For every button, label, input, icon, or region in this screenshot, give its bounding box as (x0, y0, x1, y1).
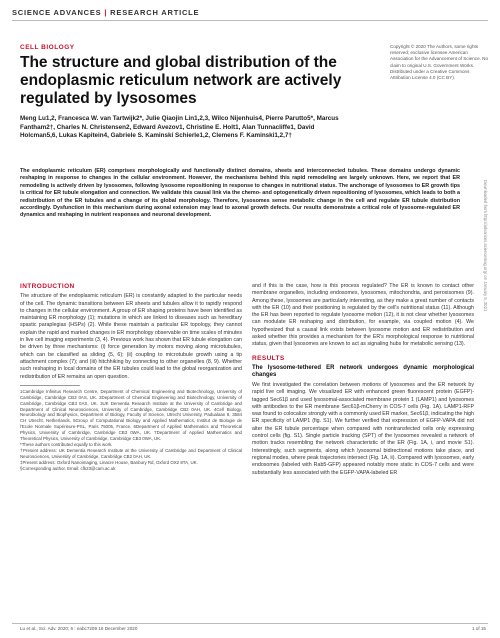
results-paragraph: We first investigated the correlation between motions of lysosomes and the ER network by rapid live cell imaging. We visualized ER with enhanced green fluorescent protein (EGFP)-tagged Sec61β and used lysosomal-associated membrane protein 1 (LAMP1) and lysosomes with antibodies to the ER membrane Sec61β-mCherry in COS-7 cells (Fig. 1A). LAMP1-RFP was found to colocalize strongly with a commonly used ER marker, Sec61β, indicating the high ER specificity of LAMP1 (fig. S1). We further verified that expression of EGFP-VAPA did not alter the ER tubule percentage when compared with nontransfected cells only expressing control cells (fig. S1). Single particle tracking (SPT) of the lysosomes revealed a network of motion tracks resembling the network characteristic of the ER (Fig. 1A, i, and movie S1). Interestingly, such segments, along which lysosomal bidirectional motions take place, and regional modes, where peak trajectories intersect (Fig. 1A, ii). Compared with lysosomes, early endosomes (labeled with Rab5-GFP) appeared notably more static in COS-7 cells and were substantially less associated with the EGFP-VAPA-labeled ER (252, 381, 474, 476)
article-type: RESEARCH ARTICLE (110, 8, 200, 17)
introduction-continued: and if this is the case, how is this process regulated? The ER is known to contact other membrane organelles, including endosomes, lysosomes, mitochondria, and peroxisomes (9). Among these, lysosomes are particularly interesting, as they make a great number of contacts with the ER (10) and their positioning is regulated by the cell's nutritional status (11). Although the ER has been reported to regulate lysosome motion (12), it is not clear whether lysosomes can modulate ER reshaping and distribution, for example, via coupled motion (4). We hypothesized that a causal link exists between lysosome motion and ER redistribution and asked whether this provides a mechanism for the ER's morphological response to nutritional status, given that lysosomes are known to act as signaling hubs for metabolic sensing (13). (252, 283, 474, 348)
copyright-notice: Copyright © 2020 The Authors, some rights reserved; exclusive licensee American Association for the Advancement of Science. No claim to original U.S. Government Works. Distributed under a Creative Commons Attribution License 4.0 (CC BY). (390, 44, 489, 81)
footnote-rule (20, 385, 80, 386)
left-column (20, 283, 242, 472)
download-watermark: Downloaded from http://advances.sciencemag.org/ on January 5, 2021 (483, 180, 488, 312)
footnote-equal-contribution: *These authors contributed equally to this work. (20, 442, 113, 448)
results-subheading: The lysosome-tethered ER network undergoes dynamic morphological changes (252, 364, 474, 379)
header-rule (12, 20, 488, 21)
introduction-heading: INTRODUCTION (20, 283, 75, 290)
introduction-paragraph: The structure of the endoplasmic reticulum (ER) is constantly adapted to the particular needs of the cell. The dynamic transitions between ER sheets and tubules allow it to rapidly respond to changes in the cellular environment. A group of ER shaping proteins have been identified as maintaining ER morphology (1); mutations in which are linked to diseases such as hereditary spastic paraplegias (HSPs) (2). While these maintain a particular ER topology, they cannot explain the rapid and marked changes in ER morphology observable on time scales of minutes in live cell imaging experiments (3, 4). Previous work has shown that ER tubule elongation can be driven by three mechanisms: (i) force generation by motors moving along microtubules, which can be classified as sliding (5, 6); (ii) coupling to microtubule growth using a tip attachment complex (7); and (iii) hitchhiking by connecting to other organelles (8, 9). Whether such reshaping in local domains of the ER tubules could lead to the global reorganization and redistribution of ER remains an open question. (20, 293, 243, 380)
article-title: The structure and global distribution of the endoplasmic reticulum network are actively regulated by lysosomes (20, 54, 342, 107)
article-category: CELL BIOLOGY (20, 44, 75, 51)
citation-footer: Lu et al., Sci. Adv. 2020; 6 : eabc7209 16 December 2020 (20, 626, 138, 631)
journal-name: SCIENCE ADVANCES (12, 8, 102, 17)
affiliations-footnotes (20, 389, 242, 472)
header-separator: | (104, 8, 108, 17)
page-number: 1 of 15 (471, 626, 486, 631)
right-column (252, 283, 474, 480)
abstract: The endoplasmic reticulum (ER) comprises morphologically and functionally distinct domains, sheets and interconnected tubules. These domains undergo dynamic reshaping in response to changes in the cellular environment. However, the mechanisms behind this rapid remodeling are largely unknown. Here, we report that ER remodeling is actively driven by lysosomes, following lysosome repositioning in response to changes in nutritional status. The anchorage of lysosomes to ER growth tips is critical for ER tubule elongation and connection. We validate this causal link via the chemo- and optogenetically driven repositioning of lysosomes, which leads to both a redistribution of the ER tubules and a change of its global morphology. Therefore, lysosomes sense metabolic change in the cell and regulate ER tubule distribution accordingly. Dysfunction in this mechanism during axonal extension may lead to axonal growth defects. Our results demonstrate a critical role of lysosome-regulated ER dynamics and reshaping in nutrient responses and neuronal development. (20, 168, 460, 219)
footnote-present-address: †Present address: UK Dementia Research Institute at the University of Cambridge and Department of Clinical Neurosciences, University of Cambridge, Cambridge CB2 0AH, UK. (20, 447, 242, 459)
author-list: Meng Lu1,2, Francesca W. van Tartwijk2*, Julie Qiaojin Lin1,2,3, Wilco Nijenhuis4, Pierre Parutto5*, Marcus Fantham2†, Charles N. Christensen2, Edward Avezov1, Christine E. Holt1, Alan Tunnacliffe1, David Holcman5,6, Lukas Kapitein4, Gabriele S. Kaminski Schierle1,2, Clemens F. Kaminski1,2,7† (20, 115, 339, 139)
footnote-corresponding-author: §Corresponding author. Email: cfk23@cam.ac.uk (20, 465, 116, 471)
results-heading: RESULTS (252, 354, 285, 362)
footer-rule (12, 623, 488, 624)
footnote-present-address: ‡Present address: Oxford Nanoimaging, Linacre House, Banbury Rd, Oxford OX2 8TA, UK. (20, 459, 198, 465)
journal-header (12, 8, 488, 17)
affiliations: 1Cambridge Infinitus Research Centre, Department of Chemical Engineering and Biotechnology, University of Cambridge, Cambridge CB3 0AS, UK. 2Department of Chemical Engineering and Biotechnology, University of Cambridge, Cambridge CB3 0AS, UK. 3UK Dementia Research Institute at the University of Cambridge and Department of Clinical Neurosciences, University of Cambridge, Cambridge CB2 0AH, UK. 4Cell Biology, Neurobiology and Biophysics, Department of Biology, Faculty of Science, Utrecht University, Padualaan 8, 3584 CH Utrecht, Netherlands. 5Group of Computational Biology and Applied Mathematics, Institut de Biologie de l'Ecole Normale Supérieure-PSL, Paris 75005, France. 6Department of Applied Mathematics and Theoretical Physics, University of Cambridge, Cambridge CB3 0WA, UK. 7Department of Applied Mathematics and Theoretical Physics, University of Cambridge, Cambridge CB3 0WA, UK. (20, 388, 242, 442)
